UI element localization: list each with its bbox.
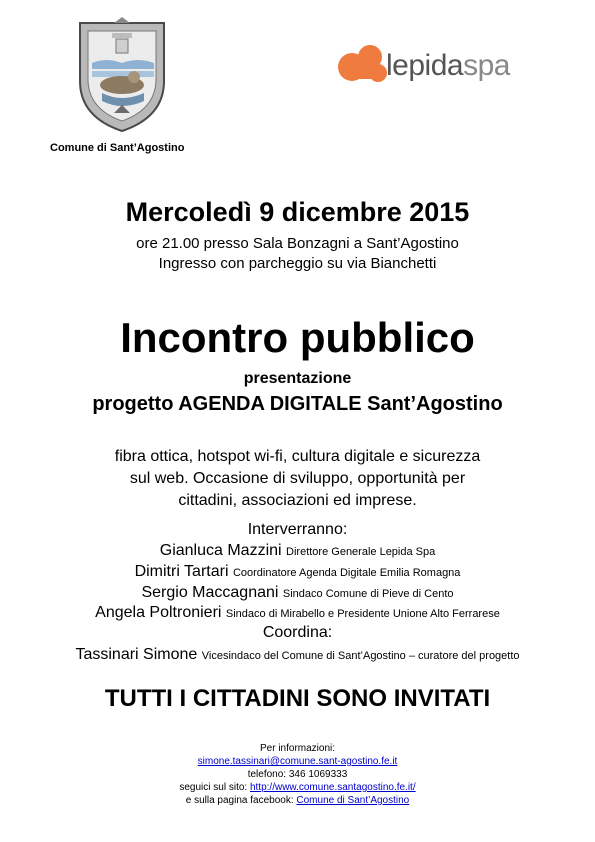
info-site-row [0,782,595,793]
speaker-name: Gianluca Mazzini [159,542,282,559]
speaker-row [0,604,595,622]
subtitle-presentazione: presentazione [243,370,352,387]
invitation: TUTTI I CITTADINI SONO INVITATI [104,685,491,712]
description-line: sul web. Occasione di sviluppo, opportunità per [129,470,466,487]
site-prefix: seguici sul sito: [179,782,250,793]
coordinator-heading: Coordina: [262,624,333,641]
website-link[interactable]: http://www.comune.santagostino.fe.it/ [249,782,416,793]
facebook-link[interactable]: Comune di Sant’Agostino [296,795,410,806]
description [0,446,595,512]
info-heading: Per informazioni: [259,743,336,754]
event-time-place: ore 21.00 presso Sala Bonzagni a Sant’Agostino [136,235,459,252]
email-link[interactable]: simone.tassinari@comune.sant-agostino.fe.it [197,756,398,767]
speaker-row [0,563,595,581]
comune-name: Comune di Sant’Agostino [50,142,185,154]
speaker-name: Sergio Maccagnani [141,584,279,601]
speaker-name: Dimitri Tartari [134,563,229,580]
speaker-role: Sindaco Comune di Pieve di Cento [282,588,454,600]
speaker-row [0,584,595,602]
lepida-orange-blob-icon [336,43,392,85]
description-line: cittadini, associazioni ed imprese. [178,492,417,509]
logo-word: lepida [386,49,464,82]
info-email-row [0,756,595,767]
coordinator-name: Tassinari Simone [75,646,198,663]
speaker-name: Angela Poltronieri [95,604,222,621]
event-entrance: Ingresso con parcheggio su via Bianchetti [158,255,437,272]
speaker-row [0,542,595,560]
lepida-logo [336,43,526,93]
headline: Incontro pubblico [120,314,475,361]
speaker-role: Coordinatore Agenda Digitale Emilia Romagna [232,567,461,579]
lepida-wordmark [386,49,510,83]
info-facebook-row [0,795,595,806]
municipal-coat-of-arms-icon [74,17,170,135]
coordinator-role: Vicesindaco del Comune di Sant’Agostino – curatore del progetto [201,650,520,662]
logo-suffix: spa [463,49,510,82]
info-phone: telefono: 346 1069333 [247,769,348,780]
event-date: Mercoledì 9 dicembre 2015 [125,197,470,227]
speaker-role: Sindaco di Mirabello e Presidente Unione Alto Ferrarese [225,608,500,620]
description-line: fibra ottica, hotspot wi-fi, cultura digitale e sicurezza [114,448,481,465]
facebook-prefix: e sulla pagina facebook: [185,795,297,806]
coordinator-row [0,646,595,664]
subtitle-project: progetto AGENDA DIGITALE Sant’Agostino [92,393,503,415]
speakers-heading: Interverranno: [247,521,348,538]
speaker-role: Direttore Generale Lepida Spa [286,546,436,558]
